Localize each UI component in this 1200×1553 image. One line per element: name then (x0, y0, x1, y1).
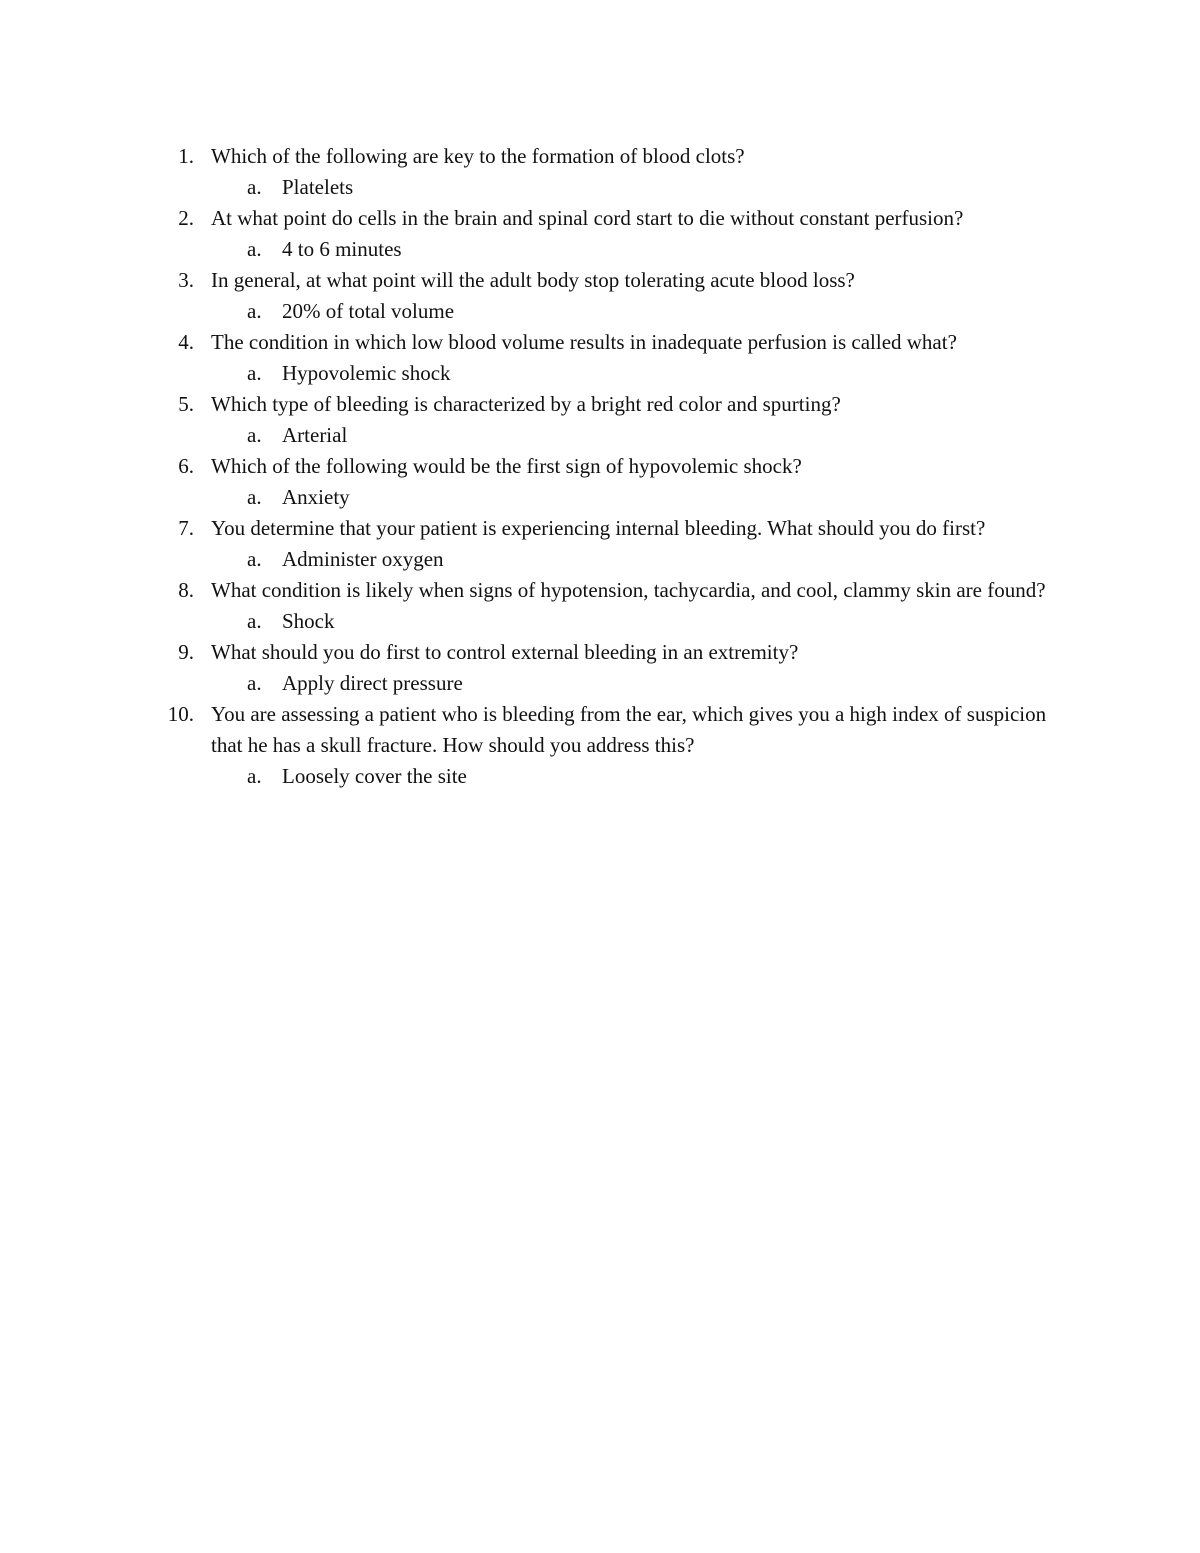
answer-letter: a. (247, 175, 262, 199)
question (0, 203, 1200, 234)
question-text: What condition is likely when signs of hypotension, tachycardia, and cool, clammy skin are found? (211, 578, 1046, 602)
question-number: 6. (178, 454, 194, 478)
question-number: 8. (178, 578, 194, 602)
question (0, 141, 1200, 172)
question-number: 10. (167, 702, 194, 726)
answer-letter: a. (247, 299, 262, 323)
answer-letter: a. (247, 237, 262, 261)
question (0, 513, 1200, 544)
answer (0, 668, 1200, 699)
question-number: 3. (178, 268, 194, 292)
answer-letter: a. (247, 485, 262, 509)
answer-text: Platelets (282, 175, 354, 199)
question-text: The condition in which low blood volume results in inadequate perfusion is called what? (211, 330, 957, 354)
question-item (0, 327, 1200, 389)
answer (0, 296, 1200, 327)
answer-letter: a. (247, 609, 262, 633)
question-item (0, 203, 1200, 265)
question-item (0, 141, 1200, 203)
question-text: Which type of bleeding is characterized by a bright red color and spurting? (211, 392, 841, 416)
answer (0, 234, 1200, 265)
question-item (0, 451, 1200, 513)
question-item (0, 699, 1200, 792)
question-list (0, 141, 1200, 792)
question-item (0, 637, 1200, 699)
answer (0, 482, 1200, 513)
answer-text: Shock (282, 609, 335, 633)
question-text: Which of the following are key to the formation of blood clots? (211, 144, 745, 168)
answer-letter: a. (247, 671, 262, 695)
question (0, 451, 1200, 482)
answer-text: Hypovolemic shock (282, 361, 451, 385)
question (0, 389, 1200, 420)
answer-text: Administer oxygen (282, 547, 444, 571)
answer (0, 358, 1200, 389)
question-text: You are assessing a patient who is bleeding from the ear, which gives you a high index of suspicion that he has a skull fracture. How should you address this? (211, 702, 1047, 757)
question-number: 5. (178, 392, 194, 416)
answer-text: Apply direct pressure (282, 671, 463, 695)
answer (0, 761, 1200, 792)
question (0, 699, 1200, 761)
question-number: 2. (178, 206, 194, 230)
question-number: 4. (178, 330, 194, 354)
question-text: You determine that your patient is experiencing internal bleeding. What should you do first? (211, 516, 986, 540)
question-text: In general, at what point will the adult body stop tolerating acute blood loss? (211, 268, 855, 292)
answer-text: Anxiety (282, 485, 350, 509)
answer (0, 606, 1200, 637)
answer-text: 20% of total volume (282, 299, 455, 323)
question-item (0, 513, 1200, 575)
answer-text: 4 to 6 minutes (282, 237, 402, 261)
answer-letter: a. (247, 361, 262, 385)
answer-letter: a. (247, 547, 262, 571)
answer (0, 544, 1200, 575)
question (0, 327, 1200, 358)
answer-text: Arterial (282, 423, 348, 447)
question-number: 9. (178, 640, 194, 664)
question (0, 637, 1200, 668)
answer (0, 420, 1200, 451)
question-item (0, 575, 1200, 637)
question-text: Which of the following would be the first sign of hypovolemic shock? (211, 454, 802, 478)
question (0, 265, 1200, 296)
answer-letter: a. (247, 423, 262, 447)
question-item (0, 265, 1200, 327)
answer-text: Loosely cover the site (282, 764, 467, 788)
question-text: At what point do cells in the brain and spinal cord start to die without constant perfusion? (211, 206, 964, 230)
answer (0, 172, 1200, 203)
question-number: 1. (178, 144, 194, 168)
question-item (0, 389, 1200, 451)
question (0, 575, 1200, 606)
answer-letter: a. (247, 764, 262, 788)
question-number: 7. (178, 516, 194, 540)
question-text: What should you do first to control external bleeding in an extremity? (211, 640, 799, 664)
